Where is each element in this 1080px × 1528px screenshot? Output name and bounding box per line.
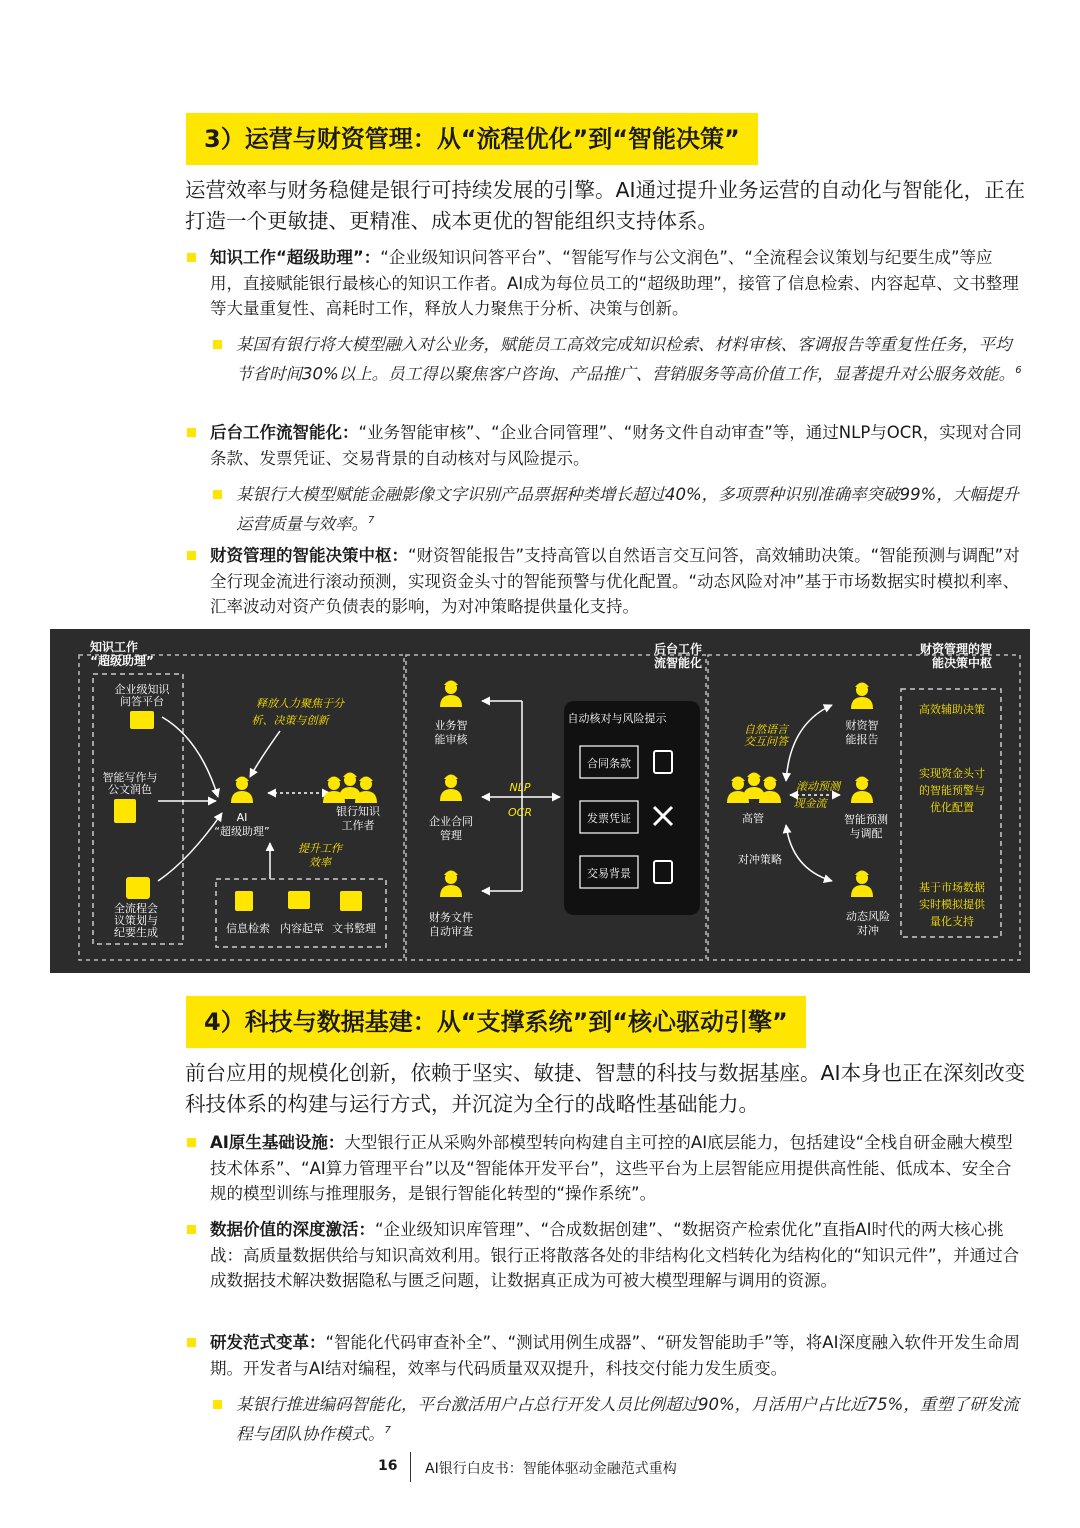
source-1-label: 问答平台 [120, 695, 164, 708]
footnote-ref: 7 [384, 1425, 391, 1436]
bullet-head: 知识工作“超级助理”： [210, 248, 381, 267]
executive-label: 高管 [742, 812, 764, 825]
outcome-label: 优化配置 [930, 801, 974, 814]
ai-label: “超级助理” [214, 825, 270, 838]
release-label: 析、决策与创新 [251, 714, 329, 727]
section-4-intro: 前台应用的规模化创新，依赖于坚实、敏捷、智慧的科技与数据基座。AI本身也正在深刻改变科技体系的构建与运行方式，并沉淀为全行的战略性基础能力。 [185, 1061, 1026, 1116]
footnote-ref: 7 [368, 515, 375, 526]
panel-3-title: 财资管理的智 [919, 642, 993, 656]
example-text: 某银行大模型赋能金融影像文字识别产品票据种类增长超过40%，多项票种识别准确率突破99%，大幅提升运营质量与效率。 [236, 485, 1019, 534]
decision-2-label: 智能预测 [844, 813, 888, 826]
auto-check-panel [564, 701, 700, 915]
task-label: 内容起草 [280, 922, 324, 935]
forecast-label: 滚动预测 [796, 780, 840, 793]
bullet-text: “业务智能审核”、“企业合同管理”、“财务文件自动审查”等，通过NLP与OCR，实现对合同条款、发票凭证、交易背景的自动核对与风险提示。 [210, 423, 1022, 468]
bullet-text: 大型银行正从采购外部模型转向构建自主可控的AI底层能力，包括建设“全栈自研金融大模型技术体系”、“AI算力管理平台”以及“智能体开发平台”，这些平台为上层智能应用提供高性能、低成本、安全合规的模型训练与推理服务，是银行智能化转型的“操作系统”。 [210, 1133, 1013, 1203]
executive-icon [727, 777, 749, 804]
bullet [185, 1217, 1025, 1294]
check-item-label: 发票凭证 [587, 812, 631, 825]
bullet-text: “企业级知识问答平台”、“智能写作与公文润色”、“全流程会议策划与纪要生成”等应用，直接赋能银行最核心的知识工作者。AI成为每位员工的“超级助理”，接管了信息检索、内容起草、文书整理等大量重复性、高耗时工作，释放人力聚焦于分析、决策与创新。 [210, 248, 1019, 318]
workers-icon [355, 777, 377, 804]
worker-label: 银行知识 [336, 805, 380, 818]
bullet-text: “企业级知识库管理”、“合成数据创建”、“数据资产检索优化”直指AI时代的两大核心挑战：高质量数据供给与知识高效利用。银行正将散落各处的非结构化文档转化为结构化的“知识元件”，并通过合成数据技术解决数据隐私与匮乏问题，让数据真正成为可被大模型理解与调用的资源。 [210, 1220, 1020, 1290]
task-label: 文书整理 [332, 922, 376, 935]
bullet-head: 后台工作流智能化： [210, 423, 359, 442]
search-doc-icon [235, 891, 253, 911]
section-4-bullet-1 [185, 1130, 1025, 1207]
ocr-label: OCR [508, 806, 532, 819]
bullet [185, 1330, 1025, 1381]
auto-check-title: 自动核对与风险提示 [567, 712, 667, 725]
source-3-label: 纪要生成 [114, 926, 158, 939]
panel-1-subtitle: “超级助理” [90, 654, 154, 668]
worker-helmet-icon [440, 775, 462, 802]
arrow [250, 731, 280, 777]
source-3-label: 议策划与 [114, 914, 158, 927]
section-4-example-1 [185, 1392, 1025, 1448]
source-1-label: 企业级知识 [114, 683, 170, 696]
section-3-bullet-3 [185, 543, 1025, 620]
bullet-text: “财资智能报告”支持高管以自然语言交互问答，高效辅助决策。“智能预测与调配”对全行现金流进行滚动预测，实现资金头寸的智能预警与优化配置。“动态风险对冲”基于市场数据实时模拟利率、汇率波动对资产负债表的影响，为对冲策略提供量化支持。 [210, 546, 1020, 616]
panel-1-title: 知识工作 [89, 640, 139, 654]
footer-title: AI银行白皮书：智能体驱动金融范式重构 [425, 1461, 677, 1477]
section-3-bullet-2 [185, 420, 1025, 471]
nlp-label: NLP [509, 781, 531, 794]
outcome-label: 实时模拟提供 [919, 898, 985, 911]
worker-helmet-icon [851, 777, 873, 804]
decision-1-label: 能报告 [845, 733, 879, 746]
efficiency-label: 提升工作 [298, 842, 342, 855]
workflow-2-label: 企业合同 [429, 815, 473, 828]
example-text: 某国有银行将大模型融入对公业务，赋能员工高效完成知识检索、材料审核、客调报告等重复性任务，平均节省时间30%以上。员工得以聚焦客户咨询、产品推广、营销服务等高价值工作，显著提升对公服务效能。 [236, 335, 1016, 384]
section-4-bullet-2 [185, 1217, 1025, 1294]
section-3-intro: 运营效率与财务稳健是银行可持续发展的引擎。AI通过提升业务运营的自动化与智能化，正在打造一个更敏捷、更精准、成本更优的智能组织支持体系。 [185, 178, 1026, 233]
footer-divider [410, 1452, 411, 1482]
task-label: 信息检索 [226, 922, 270, 935]
outcome-label: 量化支持 [930, 915, 974, 928]
outcome-label: 实现资金头寸 [919, 767, 985, 780]
decision-3-label: 动态风险 [846, 910, 890, 923]
outcome-label: 的智能预警与 [919, 784, 985, 797]
page-footer [0, 1452, 1080, 1482]
example [185, 1392, 1025, 1448]
section-3-heading: 3）运营与财资管理：从“流程优化”到“智能决策” [186, 113, 758, 165]
arrow [786, 705, 832, 781]
hedge-label: 对冲策略 [738, 853, 782, 866]
executive-icon [759, 777, 781, 804]
bullet [185, 245, 1025, 322]
ai-assistant-icon [231, 777, 253, 804]
outcome-label: 基于市场数据 [919, 881, 985, 894]
source-2-label: 智能写作与 [102, 771, 158, 784]
section-3-example-1 [185, 332, 1025, 388]
worker-label: 工作者 [341, 819, 375, 832]
section-4-bullet-3 [185, 1330, 1025, 1381]
decision-1-label: 财资智 [845, 719, 879, 732]
worker-helmet-icon [851, 871, 873, 898]
bullet [185, 420, 1025, 471]
bullet-text: “智能化代码审查补全”、“测试用例生成器”、“研发智能助手”等，将AI深度融入软件开发生命周期。开发者与AI结对编程，效率与代码质量双双提升，科技交付能力发生质变。 [210, 1333, 1020, 1378]
footnote-ref: 6 [1015, 365, 1022, 376]
check-item-label: 合同条款 [587, 757, 631, 770]
mail-icon [126, 877, 150, 899]
section-3-example-2 [185, 482, 1025, 538]
bullet [185, 543, 1025, 620]
arrow [158, 813, 222, 881]
nl-label: 自然语言 [744, 723, 788, 736]
forecast-label: 现金流 [793, 797, 827, 810]
operations-diagram [50, 629, 1030, 973]
outcome-label: 高效辅助决策 [919, 703, 985, 716]
source-3-label: 全流程会 [114, 902, 158, 915]
bullet-head: AI原生基础设施： [210, 1133, 345, 1152]
workflow-1-label: 业务智 [434, 719, 468, 732]
example-text: 某银行推进编码智能化，平台激活用户占总行开发人员比例超过90%，月活用户占比近75%，重塑了研发流程与团队协作模式。 [236, 1395, 1019, 1444]
decision-2-label: 与调配 [849, 827, 883, 840]
check-item-label: 交易背景 [587, 867, 631, 880]
panel-2-subtitle: 流智能化 [653, 656, 703, 670]
workflow-3-label: 财务文件 [429, 911, 473, 924]
release-label: 释放人力聚焦于分 [256, 697, 344, 710]
workflow-2-label: 管理 [440, 829, 462, 842]
nl-label: 交互问答 [744, 735, 788, 748]
workers-icon [323, 777, 345, 804]
tasks-box [216, 879, 386, 947]
workflow-3-label: 自动审查 [429, 925, 473, 938]
worker-helmet-icon [851, 683, 873, 710]
worker-helmet-icon [440, 681, 462, 708]
efficiency-label: 效率 [309, 856, 331, 869]
bullet-head: 财资管理的智能决策中枢： [210, 546, 408, 565]
bullet [185, 1130, 1025, 1207]
arrow [162, 717, 218, 797]
files-icon [340, 891, 362, 911]
decision-3-label: 对冲 [857, 924, 879, 937]
example [185, 482, 1025, 538]
source-2-label: 公文润色 [108, 783, 152, 796]
section-3-bullet-1 [185, 245, 1025, 322]
bullet-head: 数据价值的深度激活： [210, 1220, 375, 1239]
worker-helmet-icon [440, 871, 462, 898]
diagram-svg [50, 629, 1030, 973]
document-icon [114, 799, 136, 823]
example [185, 332, 1025, 388]
panel-2-title: 后台工作 [653, 642, 703, 656]
monitor-icon [130, 711, 154, 729]
arrow [786, 825, 832, 881]
workflow-1-label: 能审核 [434, 733, 468, 746]
envelope-icon [288, 891, 310, 909]
bullet-head: 研发范式变革： [210, 1333, 326, 1352]
ai-label: AI [236, 811, 248, 824]
section-4-heading: 4）科技与数据基建：从“支撑系统”到“核心驱动引擎” [186, 996, 806, 1048]
panel-3-subtitle: 能决策中枢 [931, 656, 993, 670]
page-number: 16 [378, 1458, 398, 1474]
